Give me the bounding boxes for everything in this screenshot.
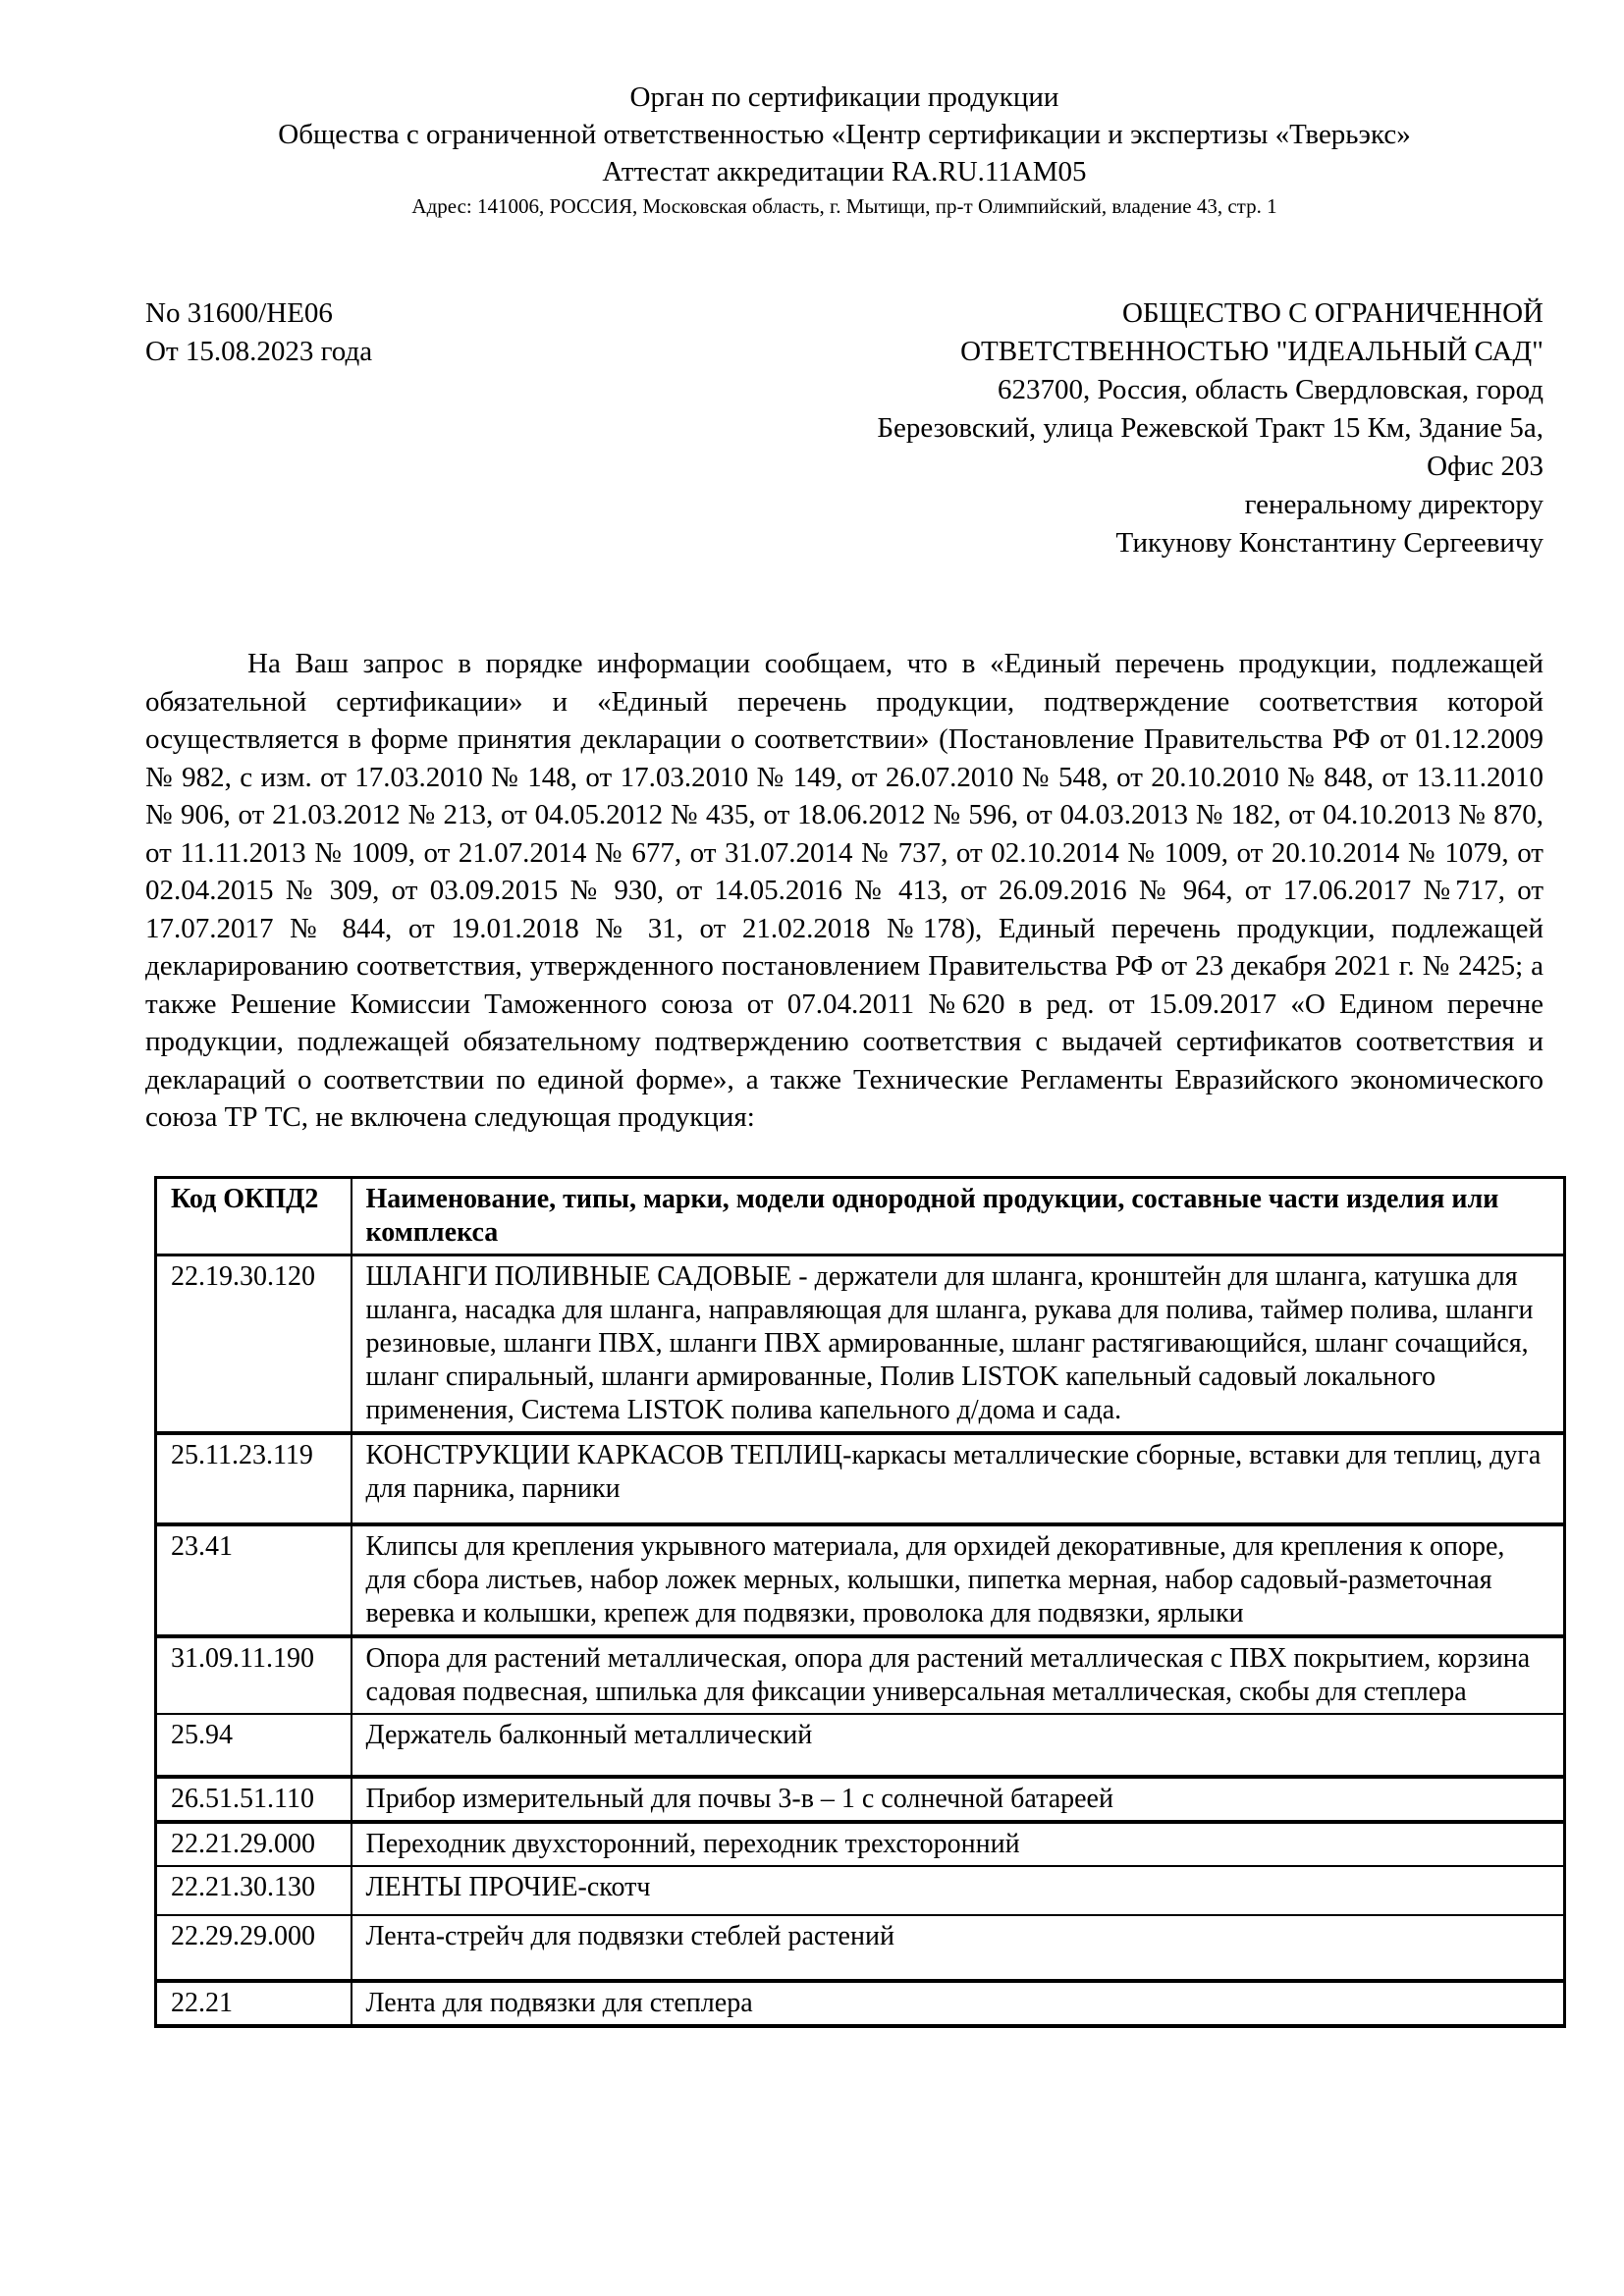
body-paragraph: На Ваш запрос в порядке информации сообщаем, что в «Единый перечень продукции, подлежащей обязательной сертификации» и «Единый перечень продукции, подтверждение соответствия которой осуществляется в форме принятия декларации о соответствии» (Постановление Правительства РФ от 01.12.2009 № 982, с изм. от 17.03.2010 № 148, от 17.03.2010 № 149, от 26.07.2010 № 548, от 20.10.2010 № 848, от 13.11.2010 № 906, от 21.03.2012 № 213, от 04.05.2012 № 435, от 18.06.2012 № 596, от 04.03.2013 № 182, от 04.10.2013 № 870, от 11.11.2013 № 1009, от 21.07.2014 № 677, от 31.07.2014 № 737, от 02.10.2014 № 1009, от 20.10.2014 № 1079, от 02.04.2015 № 309, от 03.09.2015 № 930, от 14.05.2016 № 413, от 26.09.2016 № 964, от 17.06.2017 №717, от 17.07.2017 № 844, от 19.01.2018 № 31, от 21.02.2018 №178), Единый перечень продукции, подлежащей декларированию соответствия, утвержденного постановлением Правительства РФ от 23 декабря 2021 г. № 2425; а также Решение Комиссии Таможенного союза от 07.04.2011 №620 в ред. от 15.09.2017 «О Едином перечне продукции, подлежащей обязательному подтверждению соответствия с выдачей сертификатов соответствия и деклараций о соответствии по единой форме», а также Технические Регламенты Евразийского экономического союза ТР ТС, не включена следующая продукция: — [145, 648, 1543, 1133]
product-table-body — [156, 1255, 1565, 2026]
okpd2-code-cell: 22.21.30.130 — [156, 1866, 352, 1915]
letter-date: От 15.08.2023 года — [145, 336, 373, 367]
product-description-cell: ЛЕНТЫ ПРОЧИЕ-скотч — [352, 1866, 1565, 1915]
letter-number: No 31600/НЕ06 — [145, 297, 333, 329]
table-row — [156, 1636, 1565, 1714]
product-table-head — [156, 1177, 1565, 1255]
okpd2-code-cell: 25.11.23.119 — [156, 1433, 352, 1524]
table-row — [156, 1524, 1565, 1636]
okpd2-code-cell: 22.29.29.000 — [156, 1915, 352, 1981]
product-description-cell: Держатель балконный металлический — [352, 1714, 1565, 1777]
letterhead-org-title: Орган по сертификации продукции — [629, 81, 1059, 113]
okpd2-code-cell: 25.94 — [156, 1714, 352, 1777]
product-description-cell: Лента для подвязки для степлера — [352, 1981, 1565, 2026]
product-description-cell: Переходник двухсторонний, переходник трехсторонний — [352, 1822, 1565, 1866]
okpd2-code-cell: 22.19.30.120 — [156, 1255, 352, 1433]
table-row — [156, 1777, 1565, 1822]
table-row — [156, 1866, 1565, 1915]
product-table — [154, 1176, 1566, 2028]
letterhead-address: Адрес: 141006, РОССИЯ, Московская область, г. Мытищи, пр-т Олимпийский, владение 43, стр. 1 — [411, 194, 1277, 218]
recipient-line: Березовский, улица Режевской Тракт 15 Км, Здание 5а, — [877, 412, 1543, 444]
recipient-line: генеральному директору — [1244, 489, 1543, 520]
recipient-block — [877, 294, 1543, 562]
table-row — [156, 1822, 1565, 1866]
recipient-line: Тикунову Константину Сергеевичу — [1115, 527, 1543, 559]
header-okpd2-code: Код ОКПД2 — [156, 1177, 352, 1255]
letterhead-accreditation: Аттестат аккредитации RA.RU.11АМ05 — [602, 156, 1087, 187]
table-row — [156, 1915, 1565, 1981]
product-description-cell: КОНСТРУКЦИИ КАРКАСОВ ТЕПЛИЦ-каркасы металлические сборные, вставки для теплиц, дуга для парника, парники — [352, 1433, 1565, 1524]
letterhead-org-name: Общества с ограниченной ответственностью «Центр сертификации и экспертизы «Тверьэкс» — [278, 119, 1411, 150]
product-description-cell: Лента-стрейч для подвязки стеблей растений — [352, 1915, 1565, 1981]
table-header-row — [156, 1177, 1565, 1255]
table-row — [156, 1255, 1565, 1433]
table-row — [156, 1714, 1565, 1777]
product-description-cell: Клипсы для крепления укрывного материала, для орхидей декоративные, для крепления к опоре, для сбора листьев, набор ложек мерных, колышки, пипетка мерная, набор садовый-разметочная веревка и колышки, крепеж для подвязки, проволока для подвязки, ярлыки — [352, 1524, 1565, 1636]
okpd2-code-cell: 31.09.11.190 — [156, 1636, 352, 1714]
product-description-cell: Прибор измерительный для почвы 3-в – 1 с солнечной батареей — [352, 1777, 1565, 1822]
reference-block — [145, 294, 372, 371]
table-row — [156, 1433, 1565, 1524]
letterhead — [145, 79, 1543, 220]
product-description-cell: Опора для растений металлическая, опора для растений металлическая с ПВХ покрытием, корзина садовая подвесная, шпилька для фиксации универсальная металлическая, скобы для степлера — [352, 1636, 1565, 1714]
recipient-line: 623700, Россия, область Свердловская, город — [997, 374, 1543, 405]
okpd2-code-cell: 26.51.51.110 — [156, 1777, 352, 1822]
reference-recipient-row — [145, 294, 1543, 562]
recipient-line: Офис 203 — [1427, 451, 1543, 482]
header-product-name: Наименование, типы, марки, модели однородной продукции, составные части изделия или комплекса — [352, 1177, 1565, 1255]
product-description-cell: ШЛАНГИ ПОЛИВНЫЕ САДОВЫЕ - держатели для шланга, кронштейн для шланга, катушка для шланга, насадка для шланга, направляющая для шланга, рукава для полива, таймер полива, шланги резиновые, шланги ПВХ, шланги ПВХ армированные, шланг растягивающийся, шланг сочащийся, шланг спиральный, шланги армированные, Полив LISTOK капельный садовый локального применения, Система LISTOK полива капельного д/дома и сада. — [352, 1255, 1565, 1433]
okpd2-code-cell: 22.21.29.000 — [156, 1822, 352, 1866]
recipient-line: ОТВЕТСТВЕННОСТЬЮ "ИДЕАЛЬНЫЙ САД" — [960, 336, 1543, 367]
okpd2-code-cell: 22.21 — [156, 1981, 352, 2026]
okpd2-code-cell: 23.41 — [156, 1524, 352, 1636]
table-row — [156, 1981, 1565, 2026]
recipient-line: ОБЩЕСТВО С ОГРАНИЧЕННОЙ — [1121, 297, 1543, 329]
